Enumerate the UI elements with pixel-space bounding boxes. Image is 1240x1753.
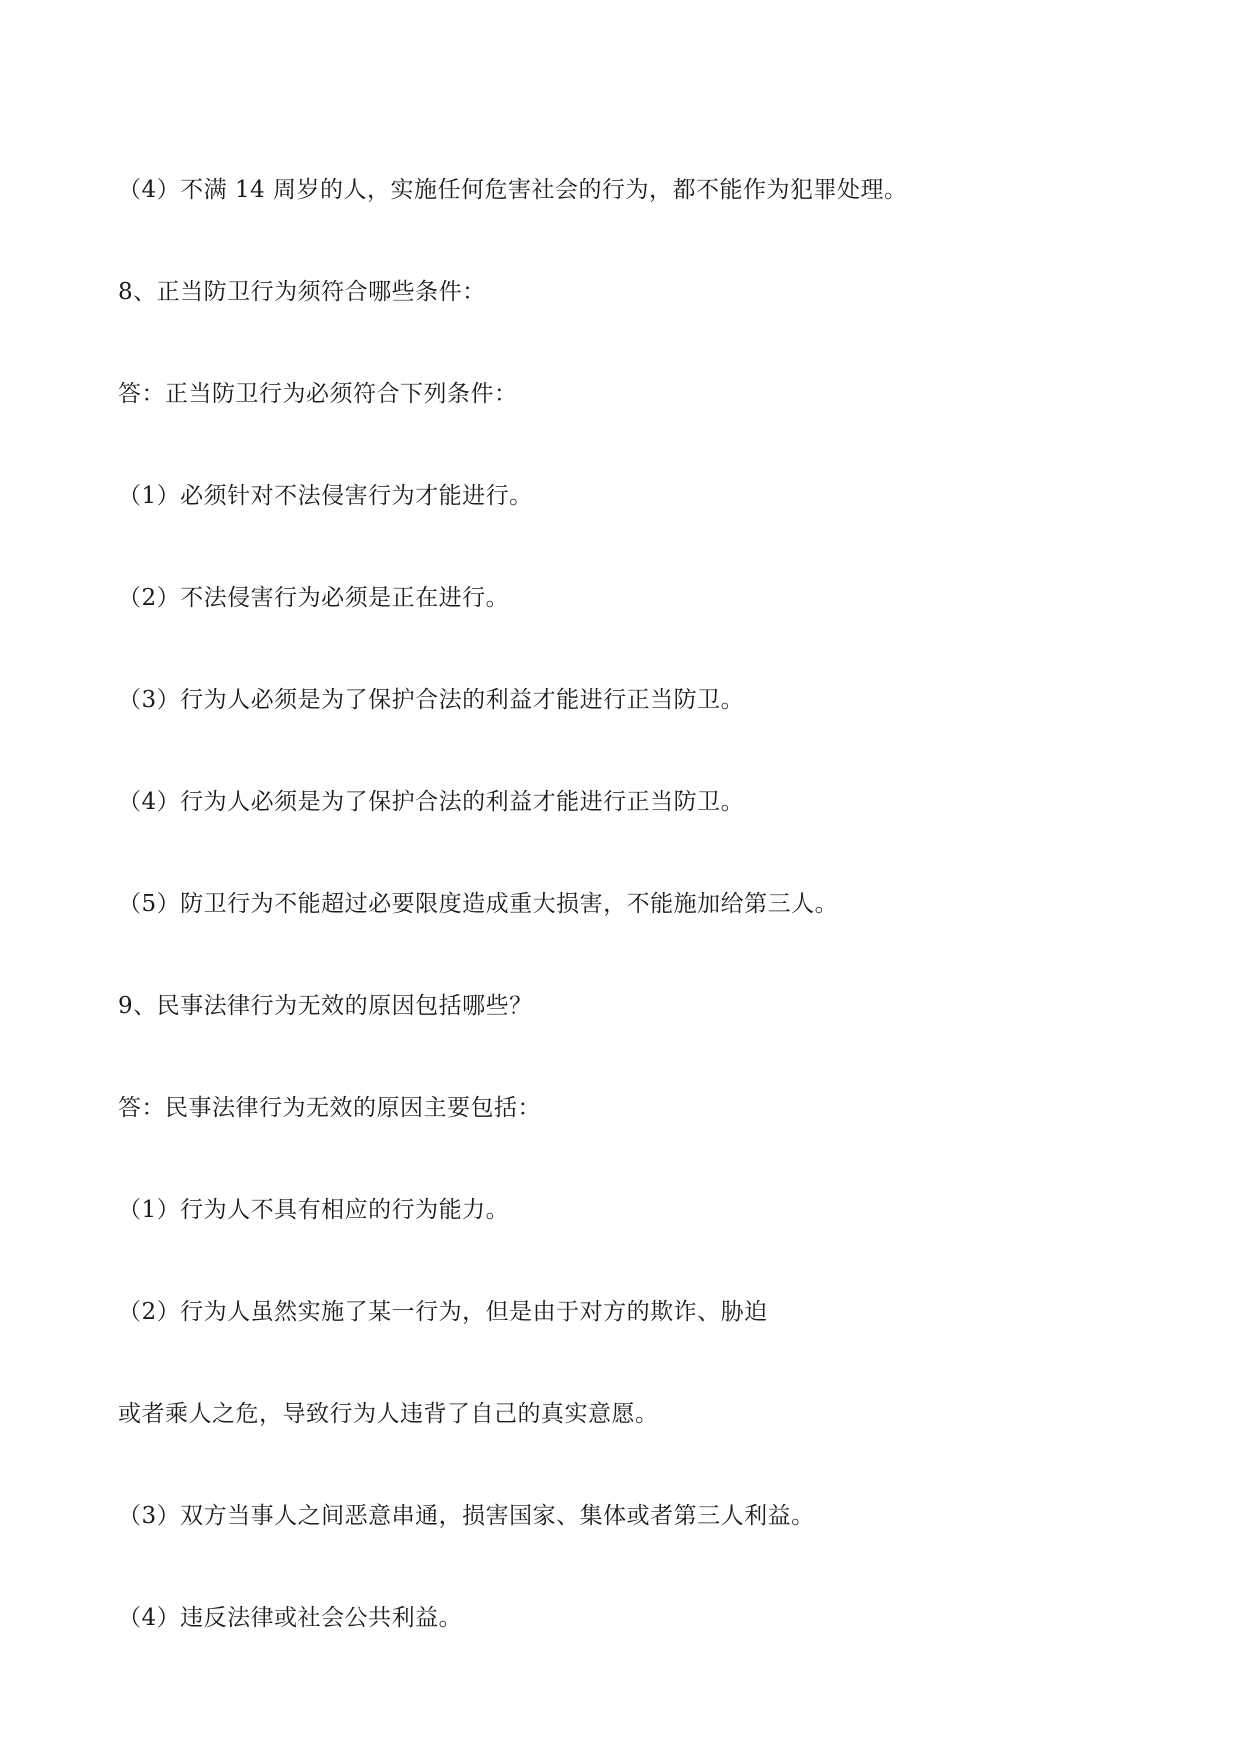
question-9-heading: 9、民事法律行为无效的原因包括哪些？ (118, 993, 533, 1019)
answer-9-item-3: （3）双方当事人之间恶意串通，损害国家、集体或者第三人利益。 (118, 1503, 815, 1529)
answer-8-intro: 答：正当防卫行为必须符合下列条件： (118, 381, 518, 407)
answer-9-item-1: （1）行为人不具有相应的行为能力。 (118, 1197, 510, 1223)
answer-9-item-2: （2）行为人虽然实施了某一行为，但是由于对方的欺诈、胁迫 (118, 1299, 768, 1325)
answer-8-item-5: （5）防卫行为不能超过必要限度造成重大损害，不能施加给第三人。 (118, 891, 839, 917)
answer-8-item-1: （1）必须针对不法侵害行为才能进行。 (118, 483, 533, 509)
answer-9-intro: 答：民事法律行为无效的原因主要包括： (118, 1095, 541, 1121)
answer-9-item-4: （4）违反法律或社会公共利益。 (118, 1605, 463, 1631)
answer-8-item-3: （3）行为人必须是为了保护合法的利益才能进行正当防卫。 (118, 687, 745, 713)
answer-8-item-4: （4）行为人必须是为了保护合法的利益才能进行正当防卫。 (118, 789, 745, 815)
answer-9-item-2-continuation: 或者乘人之危，导致行为人违背了自己的真实意愿。 (118, 1401, 659, 1427)
question-8-heading: 8、正当防卫行为须符合哪些条件： (118, 279, 486, 305)
text-line-item-4-age: （4）不满 14 周岁的人，实施任何危害社会的行为，都不能作为犯罪处理。 (118, 177, 908, 203)
answer-8-item-2: （2）不法侵害行为必须是正在进行。 (118, 585, 510, 611)
